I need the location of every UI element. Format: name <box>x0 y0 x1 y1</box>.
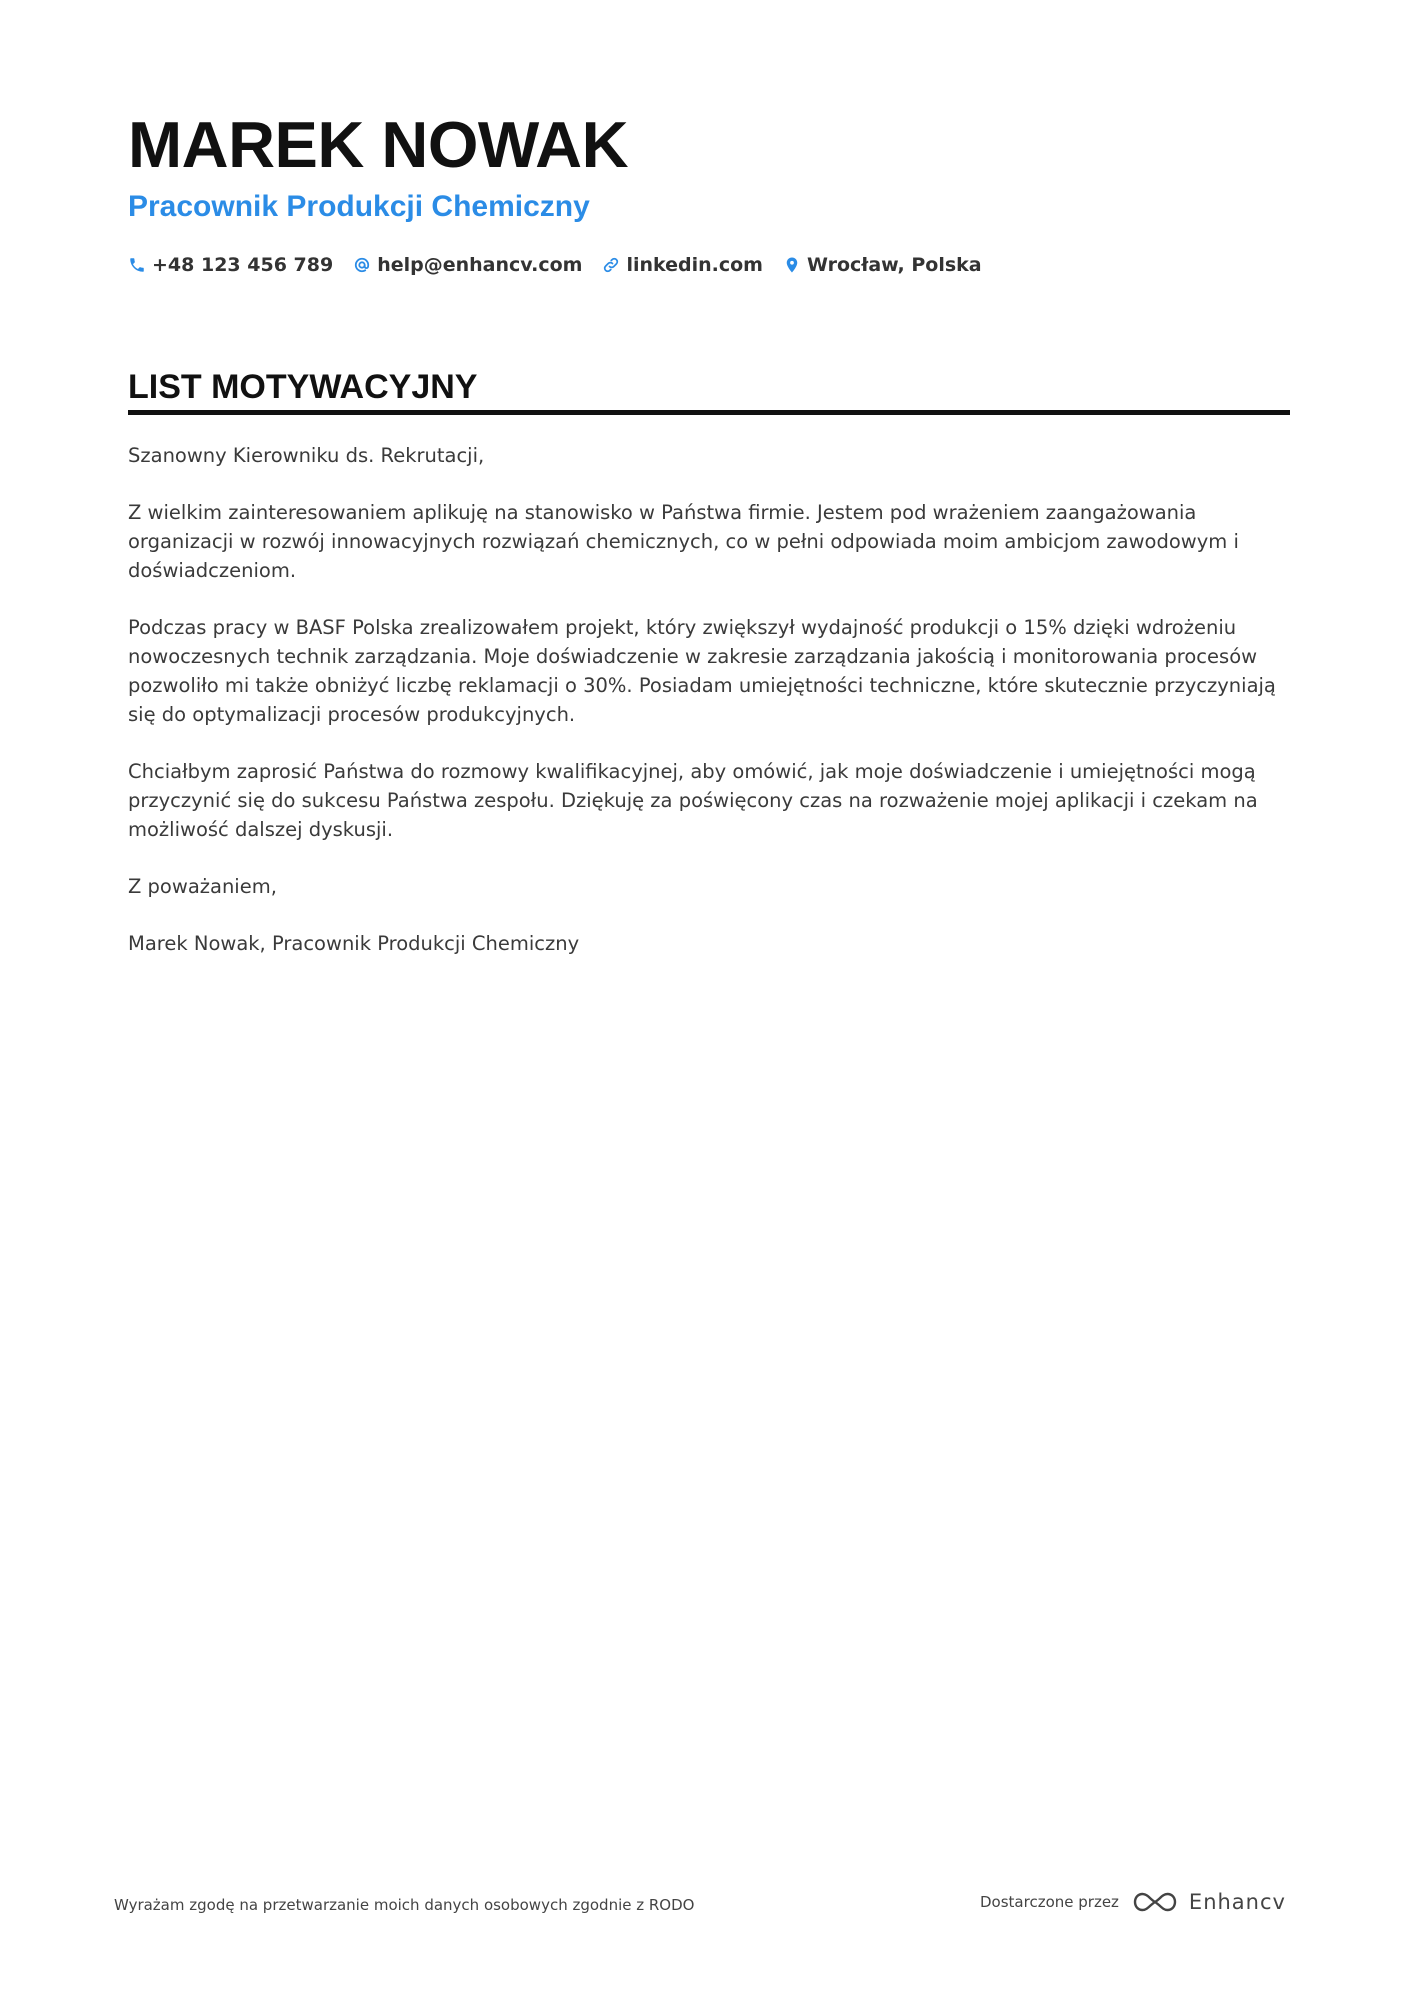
contact-location <box>783 254 982 276</box>
link-icon <box>602 256 620 274</box>
letter-body <box>128 441 1290 986</box>
candidate-name: MAREK NOWAK <box>128 108 629 181</box>
letter-closing: Z poważaniem, <box>128 875 277 898</box>
contact-phone[interactable] <box>128 254 333 276</box>
contact-email[interactable] <box>353 254 582 276</box>
enhancv-logo-icon <box>1131 1888 1179 1916</box>
powered-by-label: Dostarczone przez <box>980 1893 1119 1911</box>
contact-email-text: help@enhancv.com <box>377 254 583 276</box>
candidate-title: Pracownik Produkcji Chemiczny <box>128 190 590 223</box>
gdpr-consent: Wyrażam zgodę na przetwarzanie moich danych osobowych zgodnie z RODO <box>114 1896 695 1914</box>
letter-paragraph: Podczas pracy w BASF Polska zrealizowałem projekt, który zwiększył wydajność produkcji o 15% dzięki wdrożeniu nowoczesnych technik zarządzania. Moje doświadczenie w zakresie zarządzania jakością i monitorowania procesów pozwoliło mi także obniżyć liczbę reklamacji o 30%. Posiadam umiejętności techniczne, które skutecznie przyczyniają się do optymalizacji procesów produkcyjnych. <box>128 616 1276 726</box>
letter-signature: Marek Nowak, Pracownik Produkcji Chemiczny <box>128 932 580 955</box>
enhancv-brand: Enhancv <box>1188 1890 1286 1914</box>
letter-paragraph: Z wielkim zainteresowaniem aplikuję na stanowisko w Państwa firmie. Jestem pod wrażeniem zaangażowania organizacji w rozwój innowacyjnych rozwiązań chemicznych, co w pełni odpowiada moim ambicjom zawodowym i doświadczeniom. <box>128 501 1239 582</box>
contact-location-text: Wrocław, Polska <box>806 254 982 276</box>
powered-by[interactable] <box>980 1888 1286 1916</box>
letter-greeting: Szanowny Kierowniku ds. Rekrutacji, <box>128 444 485 467</box>
phone-icon <box>128 256 146 274</box>
contact-linkedin[interactable] <box>602 254 763 276</box>
contact-phone-text: +48 123 456 789 <box>152 254 334 276</box>
contact-linkedin-text: linkedin.com <box>626 254 763 276</box>
letter-paragraph: Chciałbym zaprosić Państwa do rozmowy kwalifikacyjnej, aby omówić, jak moje doświadczenie i umiejętności mogą przyczynić się do sukcesu Państwa zespołu. Dziękuję za poświęcony czas na rozważenie mojej aplikacji i czekam na możliwość dalszej dyskusji. <box>128 760 1258 841</box>
at-icon <box>353 256 371 274</box>
section-divider <box>128 410 1290 415</box>
section-title: LIST MOTYWACYJNY <box>128 368 478 406</box>
location-pin-icon <box>783 256 801 274</box>
contact-bar <box>128 254 1002 276</box>
